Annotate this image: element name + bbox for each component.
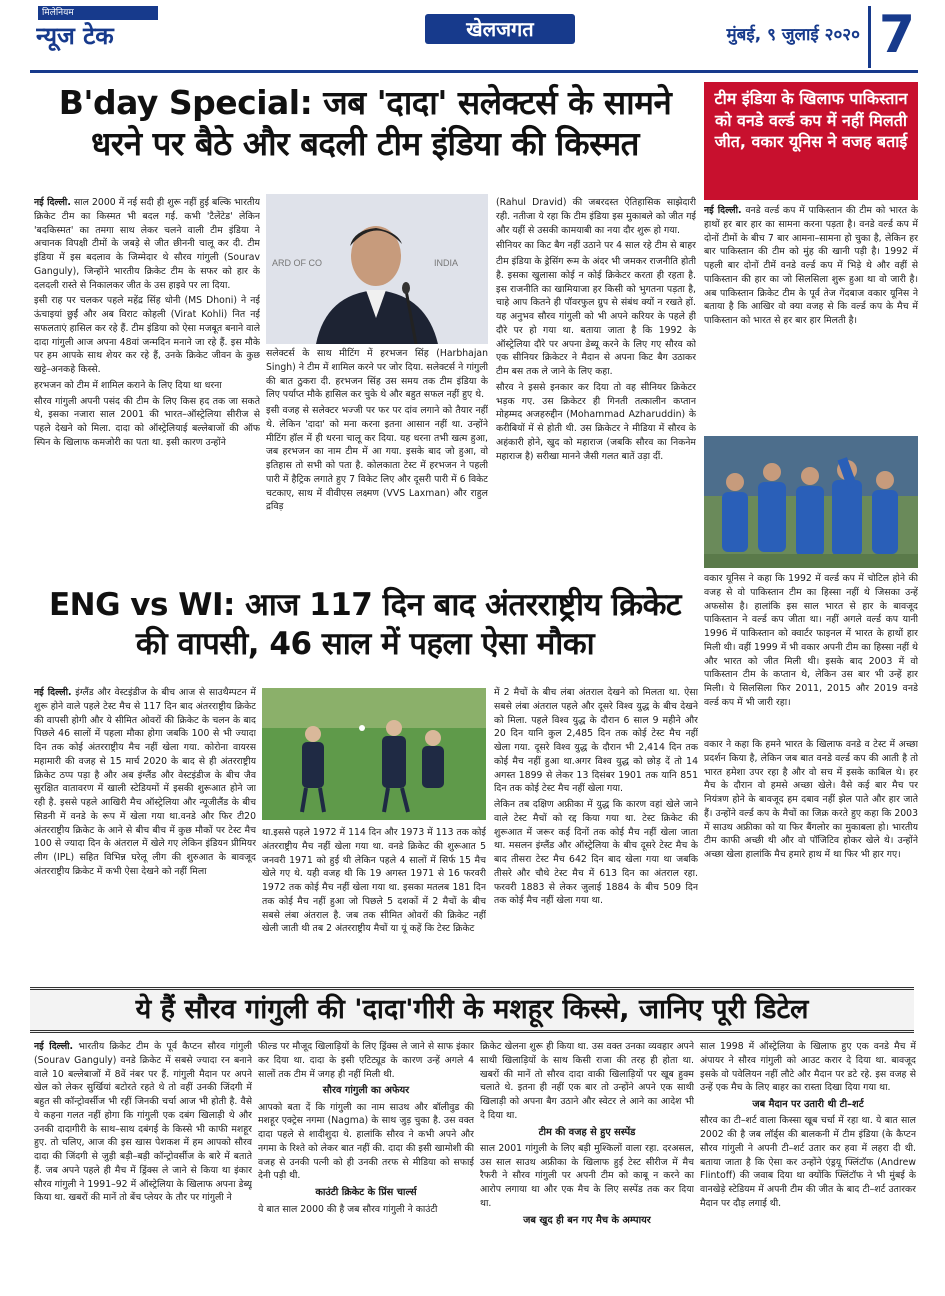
sidebar-text-3: वकार ने कहा कि हमने भारत के खिलाफ वनडे व टेस्ट में अच्छा प्रदर्शन किया है, लेकिन जब बात वनडे वर्ल्ड कप की आती है तो भारत हमेशा उपर रहा है और वो सच में इसके काबिल थे। हर मैच के दौरान वो हमसे अच्छा खेले। वैसे कई बार मैच पर नियंत्रण होने के बावजूद हम दबाव नहीं झेल पाते और हार जाते हैं। उन्होंने वर्ल्ड कप के मैचों का जिक्र करते हुए कहा कि 2003 में साउथ अफ्रीका को या फिर बैंगलोर का मुकाबला हो। भारतीय टीम काफी अच्छी थी और वो पॉजिटिव होकर खेले थे। उन्होंने अच्छा खेला हालांकि मैच हमारे हाथ में था फिर भी हार गए। <box>704 739 918 860</box>
story2-column-1 <box>34 686 256 982</box>
story3-column-3 <box>480 1040 694 1250</box>
story3-subhead-suspend: टीम की वजह से हुए सस्पेंड <box>538 1126 636 1138</box>
masthead-divider <box>30 70 918 73</box>
pageno-divider <box>868 6 871 68</box>
sidebar-column-top <box>704 204 918 436</box>
story3-text-2c: ये बात साल 2000 की है जब सौरव गांगुली ने काउंटी <box>258 1203 438 1215</box>
brand-logo[interactable]: न्यूज टेक <box>36 22 114 50</box>
banner-text-right: INDIA <box>434 258 459 268</box>
story2-headline-line1: ENG vs WI: आज 117 दिन बाद अंतरराष्ट्रीय क्रिकेट <box>48 587 682 623</box>
story1-column-1 <box>34 196 260 576</box>
story2-text-3: में 2 मैचों के बीच लंबा अंतराल देखने को मिलता था. ऐसा सबसे लंबा अंतराल पहले और दूसरे विश्व युद्ध के बीच देखने को मिला. पहले विश्व युद्ध के दौरान 6 साल 9 महीने और 20 दिन यानि कुल 2,485 दिन तक कोई टेस्ट मैच नहीं खेला गया. दूसरे विश्व युद्ध के दौरान भी 2,414 दिन तक कोई मैच नहीं हुआ था.अगर विश्व युद्ध को छोड़ दें तो 14 अगस्त 1899 से लेकर 13 दिसंबर 1901 तक यानि 851 दिन तक कोई टेस्ट मैच नहीं खेला गया. <box>494 687 698 795</box>
story1-headline[interactable] <box>30 82 700 188</box>
sidebar-column-middle <box>704 572 918 738</box>
story2-column-3 <box>494 686 698 982</box>
story1-text-3c: सौरव ने इससे इनकार कर दिया तो वह सीनियर क्रिकेटर भड़क गए. उस क्रिकेटर ही गिनती तत्कालीन कप्तान मोहम्मद अजहरुद्दीन (Mohammad Azharuddin) के करीबियों में से होती थी. उस क्रिकेटर ने मीडिया में सौरव के अहंकारी होने, खुद को महाराज (जबकि सौरव का निकनेम महाराज है) सरीखा मानने जैसी गलत बातें उड़ा दीं. <box>496 381 696 462</box>
story3-subhead-affair: सौरव गांगुली का अफेयर <box>322 1085 410 1097</box>
sidebar-text-1: वनडे वर्ल्ड कप में पाकिस्तान की टीम को भारत के हाथों हर बार हार का सामना करना पड़ता है। वनडे वर्ल्ड कप में दोनों टीमों के बीच 7 बार आमना–सामना हो चुका है, लेकिन हर बार पाकिस्तान की टीम को मुंह की खानी पड़ी है। 1992 में पहली बार दोनों टीमें वनडे वर्ल्ड कप में भिड़े थे और वहीं से पाकिस्तान की हार का जो सिलसिला शुरू हुआ था वो जारी है। अब पाकिस्तान क्रिकेट टीम के पूर्व तेज गेंदबाज वकार यूनिस ने बताया है कि आखिर वो क्या वजह से कि वर्ल्ड कप के मैच में पाकिस्तान को भारत से हर बार हार मिलती है। <box>704 205 918 326</box>
story1-text-1c: हरभजन को टीम में शामिल कराने के लिए दिया था धरना <box>34 379 222 391</box>
story3-column-1 <box>34 1040 252 1250</box>
story1-text-1b: इसी राह पर चलकर पहले महेंद्र सिंह धोनी (MS Dhoni) ने नई ऊंचाइयां छुईं और अब विराट कोहली (Virat Kohli) नित नई सफलताएं हासिल कर रहे हैं. टीम इंडिया को ऐसा मजबूत बनाने वाले दादा गांगुली आज अपना 48वां जन्मदिन मनाने जा रहे हैं. इस मौके पर हम आपके साथ शेयर कर रहे हैं, उनके क्रिकेट जीवन के कुछ खट्टे–अनकहे किस्से. <box>34 295 260 375</box>
issue-date: मुंबई, ९ जुलाई २०२० <box>726 25 860 45</box>
story1-text-2b: इसी वजह से सलेक्टर भज्जी पर फर पर दांव लगाने को तैयार नहीं थे. लेकिन 'दादा' को मना करना इतना आसान नहीं था. उन्होंने मीटिंग हॉल में ही धरना चालू कर दिया. यह धरना तभी खत्म हुआ, जब हरभजन का नाम टीम में आ गया. इसके बाद जो हुआ, वो इतिहास तो सभी को पता है. कोलकाता टेस्ट में हरभजन ने पहली पारी में हैट्रिक लगाते हुए 7 विकेट लिए और दूसरी पारी में 6 विकेट चटकाए, साथ में वीवीएस लक्ष्मण (VVS Laxman) और राहुल द्रविड़ <box>266 405 488 513</box>
england-practice-photo <box>262 688 486 820</box>
sidebar-column-bottom <box>704 738 918 978</box>
story3-text-4: साल 1998 में ऑस्ट्रेलिया के खिलाफ हुए एक वनडे मैच में अंपायर ने सौरव गांगुली को आउट करार दे दिया था. बावजूद इसके वो पवेलियन नहीं लौटे और मैदान पर डटे रहे. इस वजह से उन्हें एक मैच के लिए बाहर का रास्ता दिखा दिया गया था. <box>700 1041 916 1094</box>
story3-text-2b: आपको बता दें कि गांगुली का नाम साउथ और बॉलीवुड की मशहूर एक्ट्रेस नगमा (Nagma) के साथ जुड़ चुका है. उस वक्त दादा पहले से शादीशुदा थे. हालांकि सौरव ने कभी अपने और नगमा के रिश्ते को लेकर बात नहीं की. दादा की इसी खामोशी की वजह से उनकी पत्नी को ही उनकी तरफ से मीडिया को सफाई देनी पड़ी थी. <box>258 1101 474 1182</box>
story2-headline-line2: की वापसी, 46 साल में पहला ऐसा मौका <box>135 625 595 662</box>
story2-text-2: था.इससे पहले 1972 में 114 दिन और 1973 में 113 तक कोई अंतरराष्ट्रीय मैच नहीं खेला गया था. वनडे क्रिकेट की शुरूआत 5 जनवरी 1971 को हुई थी लेकिन पहले 4 सालों में सिर्फ 15 मैच खेले गए थे. यही वजह थी कि 19 अगस्त 1971 से 16 फरवरी 1972 तक कोई मैच नहीं खेला गया था. इसका मतलब 181 दिन तक कोई मैच नहीं हुआ जो पिछले 5 दशकों में 2 मैचों के बीच सबसे लंबा अंतराल है. जब तक सीमित ओवरों की क्रिकेट नहीं खेली जाती थी तब 2 अंतरराष्ट्रीय मैचों या यूं कहें कि टेस्ट क्रिकेट <box>262 827 486 935</box>
story1-headline-line2: धरने पर बैठे और बदली टीम इंडिया की किस्मत <box>91 124 639 164</box>
story3-text-2: फील्ड पर मौजूद खिलाड़ियों के लिए ड्रिंक्स ले जाने से साफ इंकार कर दिया था. दादा के इसी एटिट्यूड के कारण उन्हें अगले 4 सालों तक टीम में जगह ही नहीं मिली थी. <box>258 1041 474 1080</box>
team-india-celebration-photo <box>704 436 918 568</box>
story3-column-2 <box>258 1040 474 1250</box>
story3-subhead-tshirt: जब मैदान पर उतारी थी टी–शर्ट <box>752 1099 864 1110</box>
sidebar-text-2: वकार यूनिस ने कहा कि 1992 में वर्ल्ड कप में चोटिल होने की वजह से वो पाकिस्तान टीम का हिस्सा नहीं थे जिसका उन्हें अफसोस है। हालांकि इस साल भारत से हार के बावजूद पाकिस्तान ने वर्ल्ड कप जीता था। नहीं अगले वर्ल्ड कप यानी 1996 में पाकिस्तान को क्वार्टर फाइनल में भारत के हाथों हार मिली थी। वहीं 1999 में भी वकार अपनी टीम का हिस्सा नहीं थे और भारत को जीत मिली थी। इसके बाद 2003 में वो पाकिस्तान टीम के कप्तान थे, लेकिन उस बार भी उन्हें हार मिली। ये सिलसिला फिर 2011, 2015 और 2019 वनडे वर्ल्ड कप में भी जारी रहा। <box>704 573 918 708</box>
banner-text-left: ARD OF CO <box>272 258 323 268</box>
section-title: खेलजगत <box>425 14 575 44</box>
story1-headline-line1: B'day Special: जब 'दादा' सलेक्टर्स के सामने <box>58 83 672 122</box>
story3-text-3: क्रिकेट खेलना शुरू ही किया था. उस वक्त उनका व्यवहार अपने साथी खिलाड़ियों के साथ किसी राजा की तरह ही होता था. खबरों की मानें तो सौरव दादा वाकी खिलाड़ियों पर खूब हुक्म चलाते थे. इतना ही नहीं एक बार तो उन्होंने अपने एक साथी खिलाड़ी को अपना बैग उठाने और स्वेटर ले आने का आदेश भी दे दिया था. <box>480 1041 694 1121</box>
story3-text-1: भारतीय क्रिकेट टीम के पूर्व कैप्टन सौरव गांगुली (Sourav Ganguly) वनडे क्रिकेट में सबसे ज्यादा रन बनाने वाले 10 बल्लेबाजों में 8वें नंबर पर हैं. गांगुली मैदान पर अपने खेल को लेकर सुर्खियां बटोरते रहते थे तो वहीं उनकी जिंदगी में बहुत सी कॉन्ट्रोवर्सीज भी रहीं जिनकी चर्चा आज भी होती है. वैसे ये कहना गलत नहीं होगा कि गांगुली एक दबंग खिलाड़ी थे और उनकी दादागीरी के साथ–साथ दबंगई के किस्से भी काफी मशहूर हुए. तो चलिए, आज की इस खास पेशकश में हम आपको सौरव दादा की जिंदगी से जुड़ी बड़ी–बड़ी कॉन्ट्रोवर्सीज के बारे में बताते हैं. जब अपने पहले ही मैच में ड्रिंक्स ले जाने से किया था इंकार सौरव गांगुली ने 1991–92 में ऑस्ट्रेलिया के खिलाफ अपना डेब्यू किया था. खबरों की मानें तो बेंच प्लेयर के तौर पर गांगुली ने <box>34 1041 252 1204</box>
story1-text-1: साल 2000 में नई सदी ही शुरू नहीं हुई बल्कि भारतीय क्रिकेट टीम का किस्मत भी बदल गई. कभी 'टैलेंटेड' लेकिन 'बदकिस्मत' का तमगा साथ लेकर चलने वाली टीम इंडिया ने अचानक विपक्षी टीमों के जबड़े से जीत छीननी चालू कर दी. टीम इंडिया में इस बदलाव के जिम्मेदार थे सौरव गांगुली (Sourav Ganguly), जिन्होंने भारतीय क्रिकेट टीम के सफर को हार के दलदली रास्ते से निकालकर जीत के उस हाइवे पर ला दिया. <box>34 197 260 291</box>
story3-column-4 <box>700 1040 916 1250</box>
story2-headline[interactable] <box>30 586 700 682</box>
story2-text-1: इंग्लैंड और वेस्टइंडीज के बीच आज से साउथैम्पटन में शुरू होने वाले पहले टेस्ट मैच से 117 दिन बाद अंतरराष्ट्रीय क्रिकेट की वापसी होगी और ये सीमित ओवरों की क्रिकेट के चलन के बाद पिछले 46 सालों में पहला मौका होगा जबकि 100 से भी ज्यादा दिन तक कोई अंतरराष्ट्रीय मैच नहीं खेला गया. कोरोना वायरस महामारी की वजह से 15 मार्च 2020 के बाद से ही अंतरराष्ट्रीय क्रिकेट ठप्प पड़ा है और अब इंग्लैंड और वेस्टइंडीज के बीच जैव सुरक्षित वातावरण में खाली स्टेडियमों में इसकी शुरूआत होने जा रही है. इससे पहले आखिरी मैच ऑस्ट्रेलिया और न्यूजीलैंड के बीच सिडनी में वनडे के रूप में खेला गया था.वनडे और फिर टी20 अंतरराष्ट्रीय क्रिकेट के आने से बीच बीच में कुछ मौकों पर टेस्ट मैच 100 से ज्यादा दिन के अंतराल में खेले गए लेकिन इंडियन प्रीमियर लीग (IPL) सहित विभिन्न घरेलू लीग की शुरुआत के बावजूद अंतरराष्ट्रीय क्रिकेट में कभी ऐसा देखने को नहीं मिला <box>34 687 256 877</box>
page-number: 7 <box>878 5 916 65</box>
brand-tagline: मिलेनियम <box>38 6 158 20</box>
story2-dateline: नई दिल्ली. <box>34 687 72 698</box>
sidebar-dateline: नई दिल्ली. <box>704 205 742 216</box>
story1-text-3b: टीम इंडिया के ड्रेसिंग रूम के अंदर भी जमकर राजनीति होती है. इसका खुलासा कोई न कोई क्रिकेटर करता ही रहता है. इस राजनीति का खामियाजा हर किसी को भुगतना पड़ता है, चाहे आप कितने ही पॉवरफुल ग्रुप से संबंध क्यों न रखते हों. यह अनुभव सौरव गांगुली को भी अपने करियर के पहले ही दौरे पर हो गया था. बताया जाता है कि 1992 के ऑस्ट्रेलिया दौरे पर अपना डेब्यू करने के लिए गए सौरव को एक सीनियर क्रिकेटर ने मैदान से अपना किट बैग उठाकर टीम बस तक ले जाने के लिए कहा. <box>496 256 696 377</box>
story1-column-2 <box>266 347 488 579</box>
story3-headline[interactable]: ये हैं सौरव गांगुली की 'दादा'गीरी के मशहूर किस्से, जानिए पूरी डिटेल <box>30 987 914 1033</box>
story3-text-3b: साल 2001 गांगुली के लिए बड़ी मुश्किलों वाला रहा. दरअसल, उस साल साउथ अफ्रीका के खिलाफ हुई टेस्ट सीरीज में मैच रैफरी ने सौरव गांगुली पर अपनी टीम को काबू न करने का आरोप लगाया था और एक मैच के लिए सस्पेंड तक कर दिया था. <box>480 1142 694 1209</box>
story1-dateline: नई दिल्ली. <box>34 197 71 208</box>
story1-text-1d: सौरव गांगुली अपनी पसंद की टीम के लिए किस हद तक जा सकते थे, इसका नजारा साल 2001 की भारत–ऑस्ट्रेलिया सीरीज से पहले देखने को मिला. दादा को ऑस्ट्रेलियाई बल्लेबाजों की ऑफ स्पिन के खिलाफ कमजोरी का पता था. इसी कारण उन्होंने <box>34 395 260 448</box>
story1-text-2: सलेक्टर्स के साथ मीटिंग में हरभजन सिंह (Harbhajan Singh) ने टीम में शामिल करने पर जोर दिया. सलेक्टर्स ने गांगुली की बात ठुकरा दी. हरभजन सिंह उस समय तक टीम इंडिया के लिए पर्याप्त मौके हासिल कर चुके थे और बहुत सफल नहीं हुए थे. <box>266 348 488 401</box>
story1-text-3: (Rahul Dravid) की जबरदस्त ऐतिहासिक साझेदारी रही. नतीजा ये रहा कि टीम इंडिया इस मुकाबले को जीत गई और यहीं से उसकी कामयाबी का नया दौर शुरू हो गया. <box>496 197 696 236</box>
story2-column-2 <box>262 826 486 982</box>
ganguly-press-photo <box>266 194 488 344</box>
story3-subhead-umpire: जब खुद ही बन गए मैच के अम्पायर <box>523 1214 651 1226</box>
story3-subhead-county: काउंटी क्रिकेट के प्रिंस चार्ल्स <box>315 1187 417 1199</box>
sidebar-headline[interactable]: टीम इंडिया के खिलाफ पाकिस्तान को वनडे वर्ल्ड कप में नहीं मिलती जीत, वकार यूनिस ने वजह बताई <box>704 82 918 200</box>
story3-text-4b: सौरव का टी–शर्ट वाला किस्सा खूब चर्चा में रहा था. ये बात साल 2002 की है जब लॉर्ड्स की बालकनी में टीम इंडिया (के कैप्टन सौरव गांगुली ने अपनी टी–शर्ट उतार कर हवा में लहरा दी थी. बताया जाता है कि ऐसा कर उन्होंने एंड्रयू फ्लिंटॉफ (Andrew Flintoff) की जवाब दिया था क्योंकि फ्लिंटॉफ ने भी मुंबई के वानखेड़े स्टेडियम में अपनी टीम की जीत के बाद टी–शर्ट उतारकर मैदान पर दौड़ लगाई थी. <box>700 1115 916 1209</box>
story2-text-3b: लेकिन तब दक्षिण अफ्रीका में युद्ध कि कारण वहां खेले जाने वाले टेस्ट मैचों को रद्द किया गया था. टेस्ट क्रिकेट की शुरूआत में जरूर कई दिनों तक कोई मैच नहीं खेला जाता था. मसलन इंग्लैंड और ऑस्ट्रेलिया के बीच दूसरे टेस्ट मैच के बाद तीसरा टेस्ट मैच 642 दिन बाद खेला गया था जबकि तीसरे और चौथे टेस्ट मैच में 613 दिन का अंतराल रहा. फरवरी 1883 से लेकर जुलाई 1884 के बीच 509 दिन तक कोई मैच नहीं खेला गया था. <box>494 799 698 907</box>
story3-dateline: नई दिल्ली. <box>34 1041 74 1052</box>
story1-subhead-kitbag: सीनियर का किट बैग नहीं उठाने पर 4 साल रहे टीम से बाहर <box>496 240 696 252</box>
story1-column-3 <box>496 196 696 578</box>
